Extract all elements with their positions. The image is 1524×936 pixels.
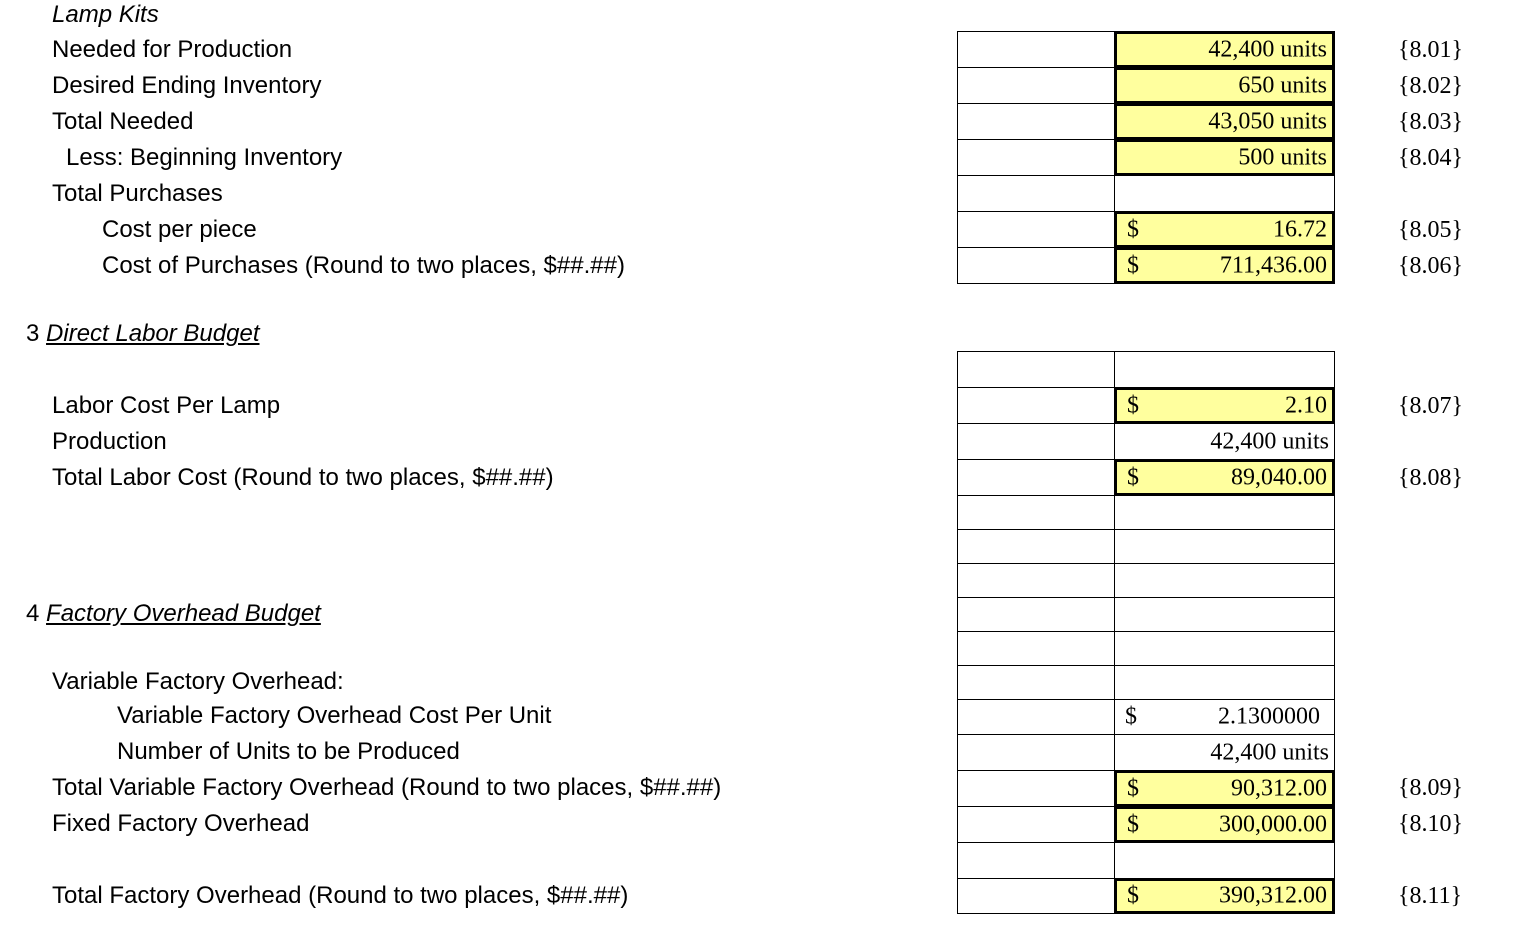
labor-section-title: Direct Labor Budget bbox=[46, 320, 260, 347]
input-cell[interactable] bbox=[957, 175, 1115, 212]
total-variable-overhead-label: Total Variable Factory Overhead (Round to two places, $##.##) bbox=[52, 774, 722, 801]
input-cell[interactable] bbox=[957, 351, 1115, 388]
cost-of-purchases-label: Cost of Purchases (Round to two places, $##.##) bbox=[102, 252, 625, 279]
dollar-sign: $ bbox=[1127, 464, 1139, 490]
overhead-section-heading bbox=[26, 599, 321, 629]
cost-of-purchases-answer-cell[interactable] bbox=[1114, 247, 1335, 284]
lamp-kits-title: Lamp Kits bbox=[52, 1, 159, 28]
units-to-produce-value: 42,400 units bbox=[1210, 739, 1329, 765]
ref-code: {8.06} bbox=[1398, 253, 1464, 279]
labor-section-number: 3 bbox=[26, 320, 40, 347]
input-cell[interactable] bbox=[957, 699, 1115, 735]
labor-cost-per-lamp-answer-cell[interactable] bbox=[1114, 387, 1335, 424]
variable-cost-per-unit-cell[interactable] bbox=[1114, 699, 1335, 735]
input-cell[interactable] bbox=[957, 423, 1115, 460]
dollar-sign: $ bbox=[1127, 216, 1139, 242]
cost-of-purchases-value: 711,436.00 bbox=[1219, 252, 1327, 278]
ref-code: {8.10} bbox=[1398, 811, 1464, 837]
fixed-overhead-label: Fixed Factory Overhead bbox=[52, 810, 310, 837]
beginning-answer-cell[interactable] bbox=[1114, 139, 1335, 176]
desired-answer-cell[interactable] bbox=[1114, 67, 1335, 104]
ref-code: {8.08} bbox=[1398, 465, 1464, 491]
empty-cell[interactable] bbox=[1114, 495, 1335, 530]
fixed-overhead-value: 300,000.00 bbox=[1219, 811, 1327, 837]
dollar-sign: $ bbox=[1127, 252, 1139, 278]
input-cell[interactable] bbox=[957, 597, 1115, 632]
total-needed-answer-cell[interactable] bbox=[1114, 103, 1335, 140]
overhead-section-title: Factory Overhead Budget bbox=[46, 600, 321, 627]
beginning-value: 500 units bbox=[1238, 144, 1327, 170]
total-variable-overhead-value: 90,312.00 bbox=[1231, 775, 1327, 801]
ref-code: {8.11} bbox=[1398, 883, 1463, 909]
labor-header-cell[interactable] bbox=[1114, 351, 1335, 388]
dollar-sign: $ bbox=[1127, 882, 1139, 909]
input-cell[interactable] bbox=[957, 770, 1115, 807]
input-cell[interactable] bbox=[957, 387, 1115, 424]
input-cell[interactable] bbox=[957, 842, 1115, 879]
production-value: 42,400 units bbox=[1210, 428, 1329, 454]
labor-section-heading bbox=[26, 319, 260, 349]
input-cell[interactable] bbox=[957, 495, 1115, 530]
input-cell[interactable] bbox=[957, 878, 1115, 914]
input-cell[interactable] bbox=[957, 734, 1115, 771]
dollar-sign: $ bbox=[1125, 703, 1137, 730]
empty-cell[interactable] bbox=[1114, 842, 1335, 879]
fixed-overhead-answer-cell[interactable] bbox=[1114, 806, 1335, 843]
empty-cell[interactable] bbox=[1114, 597, 1335, 632]
cost-per-piece-value: 16.72 bbox=[1273, 216, 1327, 242]
input-cell[interactable] bbox=[957, 247, 1115, 284]
cost-per-piece-answer-cell[interactable] bbox=[1114, 211, 1335, 248]
ref-code: {8.03} bbox=[1398, 109, 1464, 135]
desired-label: Desired Ending Inventory bbox=[52, 72, 322, 99]
total-overhead-value: 390,312.00 bbox=[1219, 882, 1327, 909]
ref-code: {8.04} bbox=[1398, 145, 1464, 171]
total-needed-label: Total Needed bbox=[52, 108, 194, 135]
units-to-produce-label: Number of Units to be Produced bbox=[117, 738, 460, 765]
total-labor-value: 89,040.00 bbox=[1231, 464, 1327, 490]
input-cell[interactable] bbox=[957, 103, 1115, 140]
needed-label: Needed for Production bbox=[52, 36, 293, 63]
dollar-sign: $ bbox=[1127, 811, 1139, 837]
total-purchases-cell[interactable] bbox=[1114, 175, 1335, 212]
ref-code: {8.09} bbox=[1398, 775, 1464, 801]
ref-code: {8.01} bbox=[1398, 37, 1464, 63]
total-purchases-label: Total Purchases bbox=[52, 180, 223, 207]
production-cell[interactable] bbox=[1114, 423, 1335, 460]
empty-cell[interactable] bbox=[1114, 631, 1335, 666]
empty-cell[interactable] bbox=[1114, 529, 1335, 564]
needed-answer-cell[interactable] bbox=[1114, 31, 1335, 68]
empty-cell[interactable] bbox=[1114, 665, 1335, 700]
variable-overhead-header: Variable Factory Overhead: bbox=[52, 668, 344, 695]
units-to-produce-cell[interactable] bbox=[1114, 734, 1335, 771]
ref-code: {8.02} bbox=[1398, 73, 1464, 99]
total-overhead-label: Total Factory Overhead (Round to two places, $##.##) bbox=[52, 882, 629, 909]
input-cell[interactable] bbox=[957, 139, 1115, 176]
beginning-inventory-label: Less: Beginning Inventory bbox=[66, 144, 343, 171]
ref-code: {8.05} bbox=[1398, 217, 1464, 243]
input-cell[interactable] bbox=[957, 806, 1115, 843]
input-cell[interactable] bbox=[957, 529, 1115, 564]
needed-value: 42,400 units bbox=[1208, 36, 1327, 62]
overhead-section-number: 4 bbox=[26, 600, 40, 627]
production-label: Production bbox=[52, 428, 167, 455]
total-labor-cost-label: Total Labor Cost (Round to two places, $##.##) bbox=[52, 464, 554, 491]
input-cell[interactable] bbox=[957, 631, 1115, 666]
total-needed-value: 43,050 units bbox=[1208, 108, 1327, 134]
cost-per-piece-label: Cost per piece bbox=[102, 216, 257, 243]
input-cell[interactable] bbox=[957, 563, 1115, 598]
total-overhead-answer-cell[interactable] bbox=[1114, 878, 1335, 914]
input-cell[interactable] bbox=[957, 211, 1115, 248]
desired-value: 650 units bbox=[1238, 72, 1327, 98]
input-cell[interactable] bbox=[957, 31, 1115, 68]
variable-cost-per-unit-label: Variable Factory Overhead Cost Per Unit bbox=[117, 702, 552, 729]
dollar-sign: $ bbox=[1127, 775, 1139, 801]
labor-cost-per-lamp-value: 2.10 bbox=[1285, 392, 1327, 418]
empty-cell[interactable] bbox=[1114, 563, 1335, 598]
input-cell[interactable] bbox=[957, 459, 1115, 496]
total-labor-answer-cell[interactable] bbox=[1114, 459, 1335, 496]
variable-cost-per-unit-value: 2.1300000 bbox=[1218, 703, 1320, 730]
ref-code: {8.07} bbox=[1398, 393, 1464, 419]
input-cell[interactable] bbox=[957, 665, 1115, 700]
input-cell[interactable] bbox=[957, 67, 1115, 104]
labor-cost-per-lamp-label: Labor Cost Per Lamp bbox=[52, 392, 281, 419]
dollar-sign: $ bbox=[1127, 392, 1139, 418]
total-variable-overhead-answer-cell[interactable] bbox=[1114, 770, 1335, 807]
